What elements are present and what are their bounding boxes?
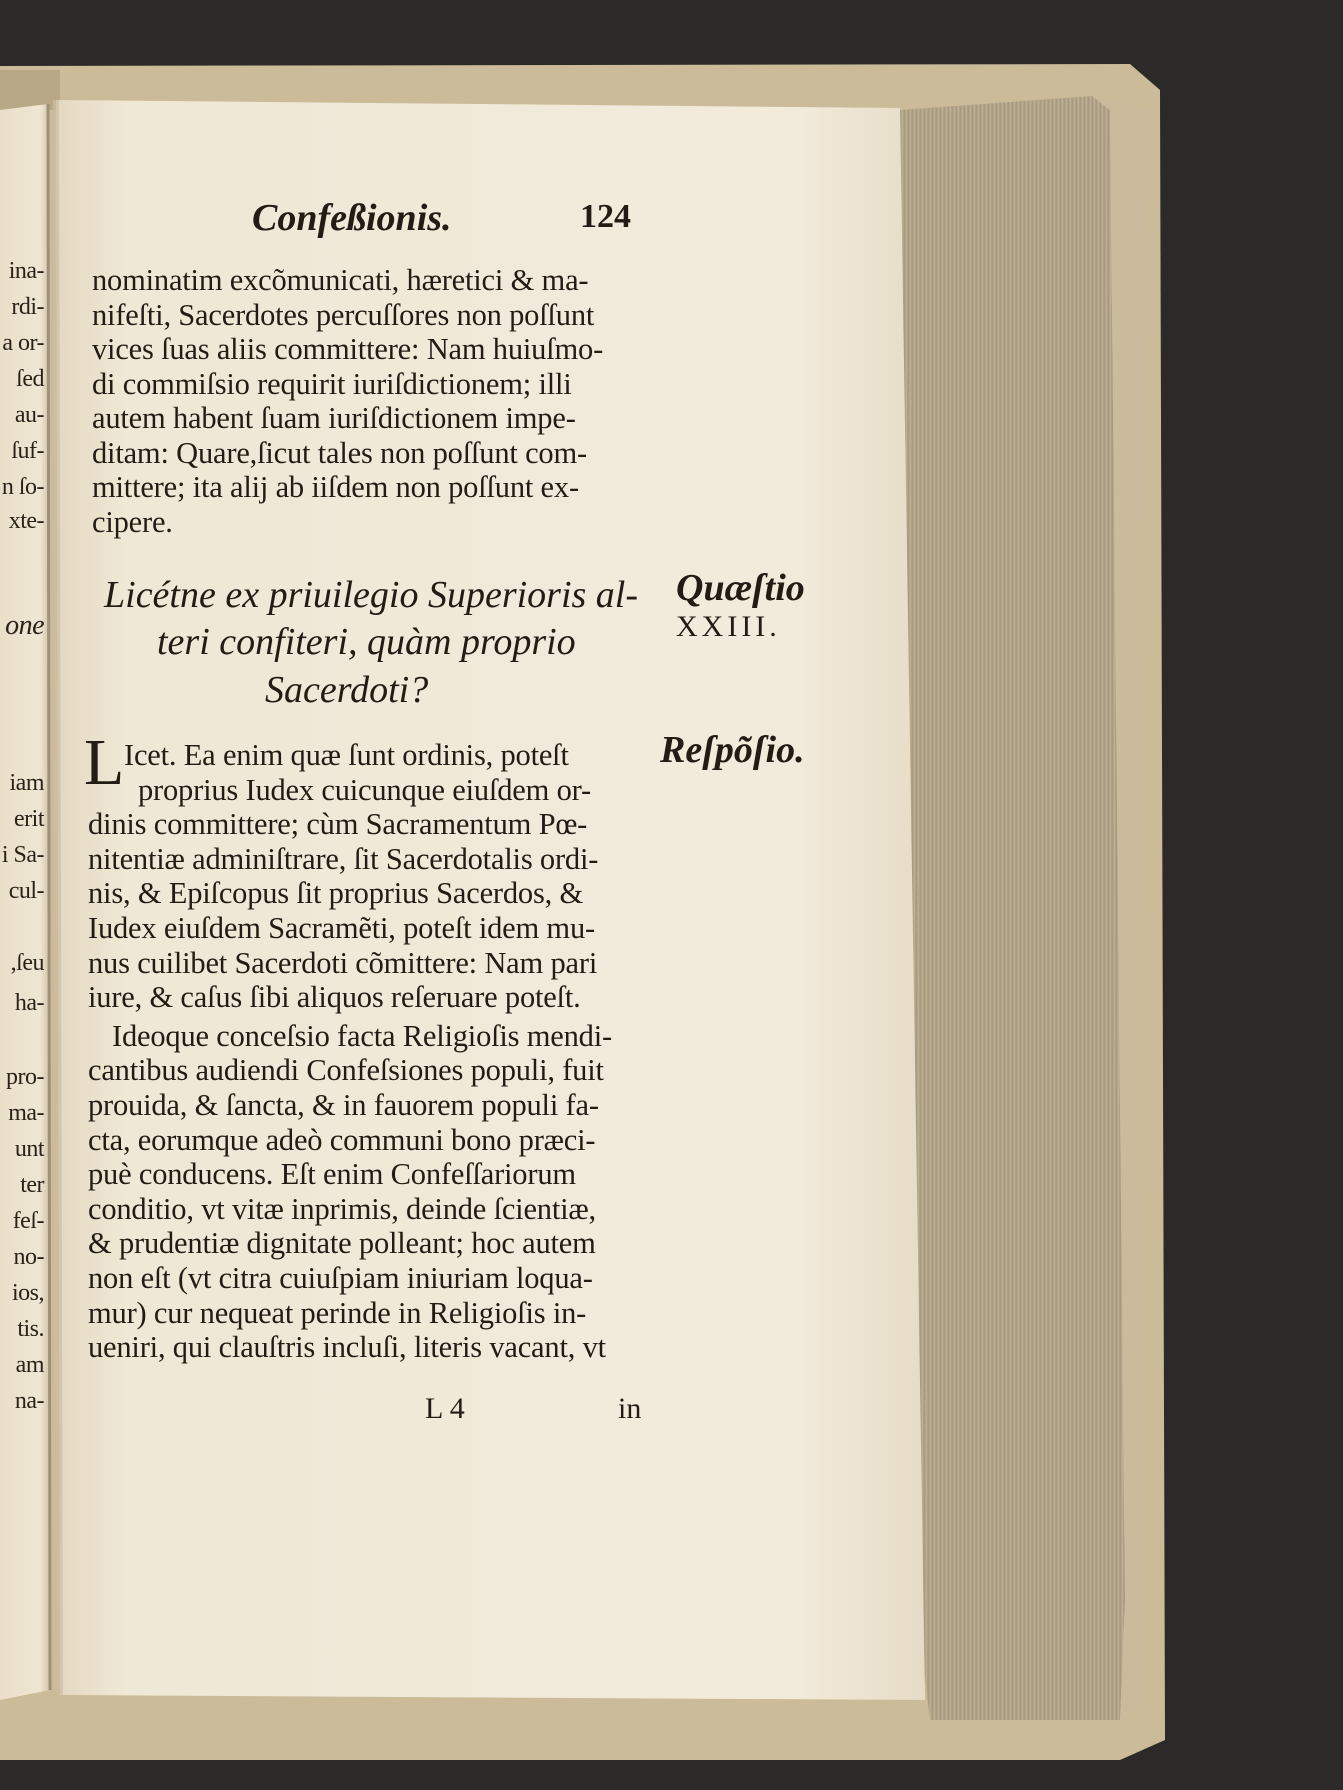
text-line: Icet. Ea enim quæ ſunt ordinis, poteſt <box>124 738 569 772</box>
left-page-fragment: am <box>15 1352 44 1378</box>
text-line: nitentiæ adminiſtrare, ſit Sacerdotalis ordi- <box>88 841 599 876</box>
question-heading-line-3: Sacerdoti? <box>265 669 429 711</box>
left-page-fragment: ha- <box>14 990 44 1016</box>
text-line: nifeſti, Sacerdotes percuſſores non poſſunt <box>92 297 595 332</box>
text-line: dinis committere; cùm Sacramentum Pœ- <box>88 807 588 842</box>
margin-question-number: XXIII. <box>676 610 781 643</box>
text-line: & prudentiæ dignitate polleant; hoc autem <box>88 1226 596 1261</box>
text-line: ueniri, qui clauſtris incluſi, literis vacant, vt <box>88 1330 606 1365</box>
page-number: 124 <box>580 198 631 235</box>
left-page-fragment: au- <box>14 402 44 428</box>
text-line: conditio, vt vitæ inprimis, deinde ſcientiæ, <box>88 1191 596 1226</box>
left-page-fragment: ſuf- <box>11 438 44 464</box>
text-line: puè conducens. Eſt enim Confeſſariorum <box>88 1157 576 1192</box>
text-line: mur) cur nequeat perinde in Religioſis in- <box>88 1295 587 1330</box>
running-header-title: Confeßionis. <box>252 197 452 239</box>
text-line: non eſt (vt citra cuiuſpiam iniuriam loqua- <box>88 1261 593 1295</box>
text-line: Ideoque conceſsio facta Religioſis mendi- <box>112 1018 612 1053</box>
margin-question-label: Quæſtio <box>676 567 805 609</box>
left-page-fragment: xte- <box>8 508 44 534</box>
question-heading-line-2: teri confiteri, quàm proprio <box>157 621 576 663</box>
left-page-fragment: tis. <box>17 1316 44 1342</box>
left-page-fragment: ter <box>20 1172 44 1198</box>
left-page-fragment: ,ſeu <box>10 950 44 976</box>
left-page-fragment: pro- <box>6 1064 44 1090</box>
left-page-fragment: feſ- <box>12 1208 44 1234</box>
left-page-fragment: iam <box>9 770 44 796</box>
left-page-fragment: ina- <box>8 258 44 284</box>
left-page-fragment: ſed <box>16 366 44 392</box>
left-page-fragment: ma- <box>8 1100 44 1126</box>
page-edges <box>900 96 1125 1720</box>
left-page-fragment: ios, <box>11 1280 44 1306</box>
left-page-fragment: unt <box>14 1136 44 1162</box>
left-page-fragment: na- <box>14 1388 44 1414</box>
text-line: autem habent ſuam iuriſdictionem impe- <box>92 401 576 435</box>
left-page-fragment: rdi- <box>11 294 44 320</box>
text-line: cantibus audiendi Confeſsiones populi, fuit <box>88 1053 604 1088</box>
text-line: cta, eorumque adeò communi bono præci- <box>88 1122 596 1157</box>
left-page-fragment: one <box>5 610 44 641</box>
text-line: ditam: Quare,ſicut tales non poſſunt com- <box>92 435 587 470</box>
left-page-fragment: i Sa- <box>1 842 44 868</box>
text-line: cipere. <box>92 504 173 539</box>
text-line: iure, & caſus ſibi aliquos reſeruare poteſt. <box>88 980 581 1015</box>
text-line: proprius Iudex cuicunque eiuſdem or- <box>138 772 591 807</box>
question-heading-line-1: Licétne ex priuilegio Superioris al- <box>104 574 639 616</box>
signature-mark: L 4 <box>425 1392 465 1425</box>
catchword: in <box>618 1392 642 1425</box>
text-line: prouida, & ſancta, & in fauorem populi fa- <box>88 1088 599 1122</box>
left-page-fragment: no- <box>13 1244 44 1270</box>
left-page-fragment: n ſo- <box>1 474 44 500</box>
text-line: nis, & Epiſcopus ſit proprius Sacerdos, & <box>88 876 584 911</box>
margin-response-label: Reſpõſio. <box>660 729 805 771</box>
drop-cap: L <box>84 726 125 799</box>
text-line: di commiſsio requirit iuriſdictionem; illi <box>92 366 572 401</box>
left-page-fragment: erit <box>14 806 44 832</box>
left-page-fragment: cul- <box>8 878 44 904</box>
text-line: mittere; ita alij ab iiſdem non poſſunt ex- <box>92 470 579 504</box>
text-line: Iudex eiuſdem Sacramẽti, poteſt idem mu- <box>88 911 595 945</box>
text-line: vices ſuas aliis committere: Nam huiuſmo- <box>92 332 604 366</box>
text-line: nominatim excõmunicati, hæretici & ma- <box>92 263 589 297</box>
text-line: nus cuilibet Sacerdoti cõmittere: Nam pari <box>88 945 598 980</box>
left-page-fragment: a or- <box>2 330 44 356</box>
